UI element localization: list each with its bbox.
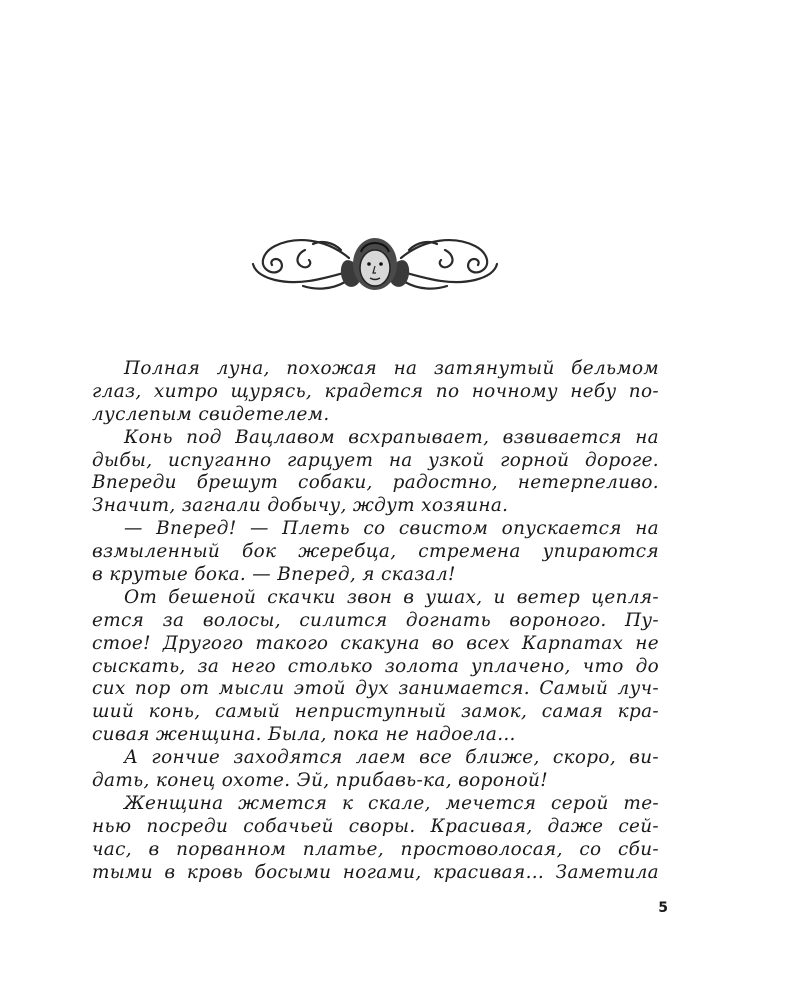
text-line: Впереди брешут собаки, радостно, нетерпеливо. xyxy=(92,472,659,494)
text-line: луслепым свидетелем. xyxy=(92,403,330,425)
text-line: А гончие заходятся лаем все ближе, скоро, ви- xyxy=(124,747,659,769)
text-line: Значит, загнали добычу, ждут хозяина. xyxy=(92,495,509,517)
text-line: Женщина жмется к скале, мечется серой те- xyxy=(124,792,659,814)
text-line: час, в порванном платье, простоволосая, со сби- xyxy=(92,838,659,860)
text-line: — Вперед! — Плеть со свистом опускается на xyxy=(124,518,659,540)
text-line: дыбы, испуганно гарцует на узкой горной дороге. xyxy=(92,449,659,471)
text-line: дать, конец охоте. Эй, прибавь-ка, вороной! xyxy=(92,770,548,792)
text-line: ший конь, самый неприступный замок, самая кра- xyxy=(92,701,659,723)
text-line: глаз, хитро щурясь, крадется по ночному небу по- xyxy=(92,380,659,402)
text-line: взмыленный бок жеребца, стремена упираются xyxy=(92,541,659,563)
text-line: стое! Другого такого скакуна во всех Карпатах не xyxy=(92,632,659,654)
text-line: Конь под Вацлавом всхрапывает, взвивается на xyxy=(124,426,659,448)
text-line: сих пор от мысли этой дух занимается. Самый луч- xyxy=(92,678,659,700)
text-line: тыми в кровь босыми ногами, красивая… Заметила xyxy=(92,861,659,883)
text-line: нью посреди собачьей своры. Красивая, даже сей- xyxy=(92,815,659,837)
text-line: От бешеной скачки звон в ушах, и ветер цепля- xyxy=(124,586,659,608)
text-line: ется за волосы, силится догнать вороного. Пу- xyxy=(92,609,659,631)
page-number: 5 xyxy=(658,900,668,916)
text-line: сыскать, за него столько золота уплачено, что до xyxy=(92,655,659,677)
text-line: сивая женщина. Была, пока не надоела… xyxy=(92,724,516,746)
text-line: Полная луна, похожая на затянутый бельмом xyxy=(124,358,659,379)
body-text xyxy=(92,358,659,884)
text-line: в крутые бока. — Вперед, я сказал! xyxy=(92,564,456,586)
cherub-ornament-icon xyxy=(245,228,505,300)
